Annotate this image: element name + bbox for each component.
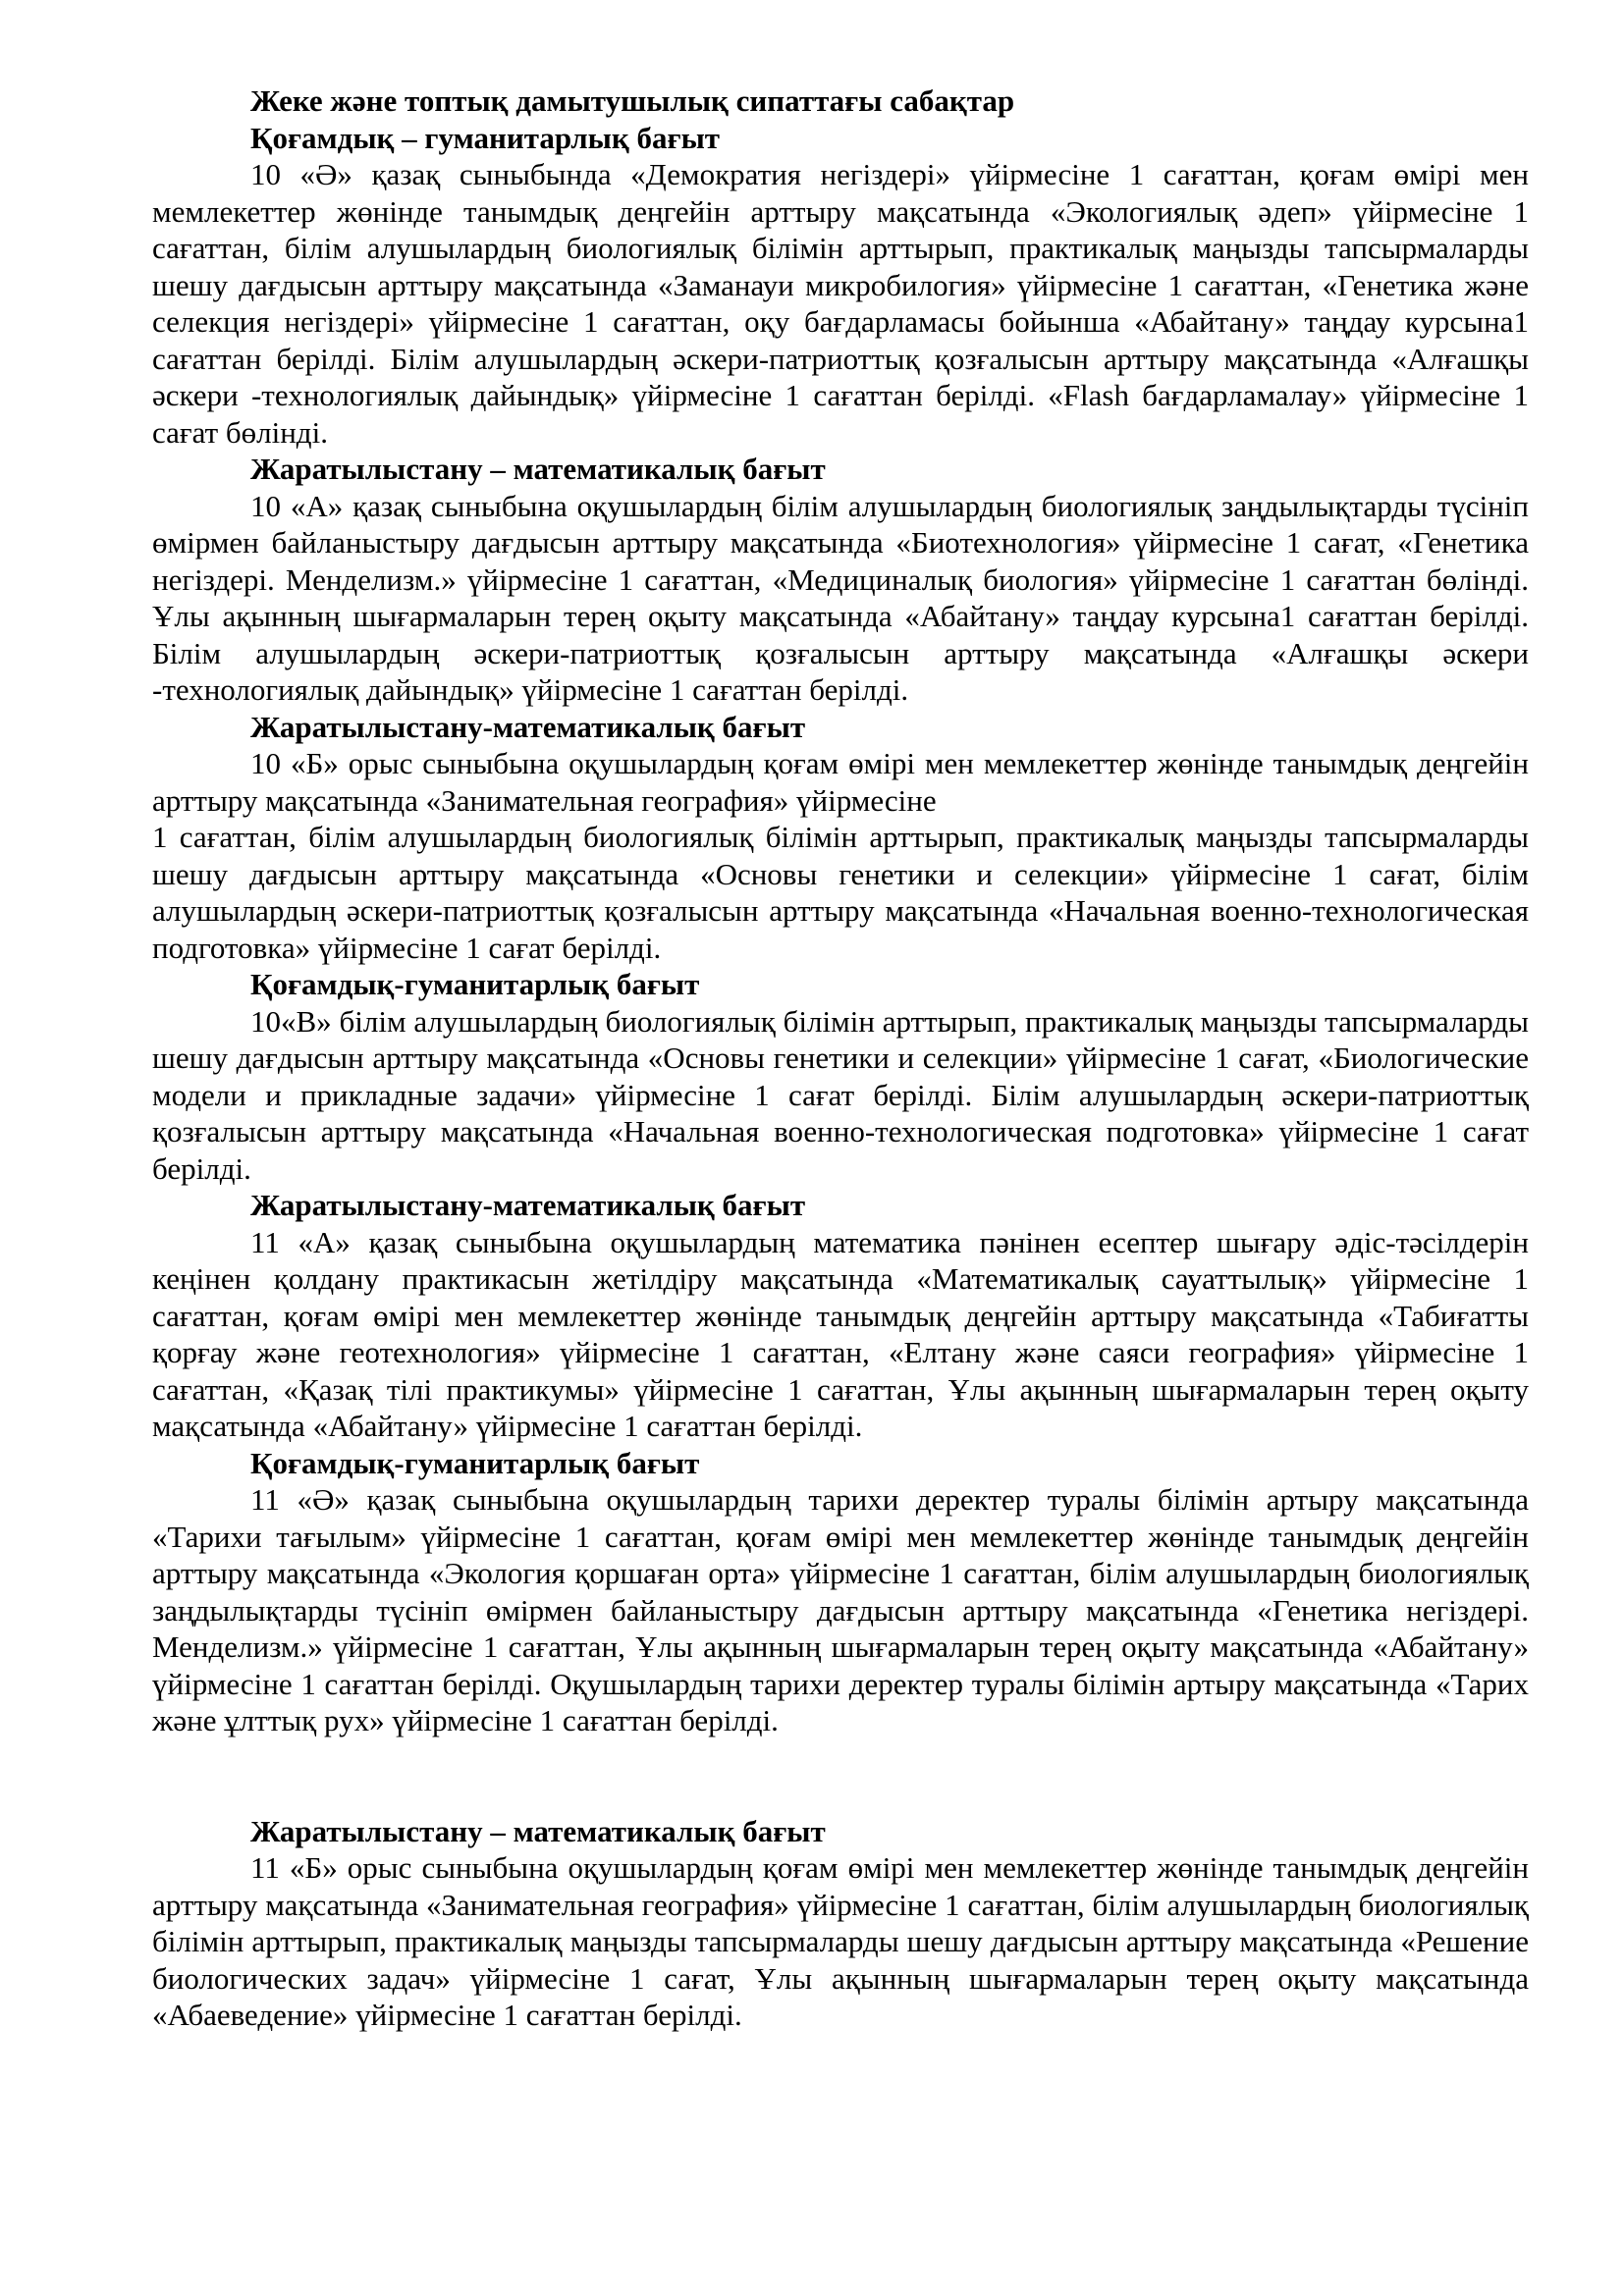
paragraph-class-10-b-rest: 1 сағаттан, білім алушылардың биологиялық білімін арттырып, практикалық маңызды тапсырмаларды шешу дағдысын арттыру мақсатында «Основы генетики и селекции» үйірмесіне 1 сағат, білім алушылардың әскери-патриоттық қозғалысын арттыру мақсатында «Начальная военно-технологическая подготовка» үйірмесіне 1 сағат берілді.	[152, 820, 1529, 965]
paragraph-class-10-v: 10«В» білім алушылардың биологиялық білімін арттырып, практикалық маңызды тапсырмаларды шешу дағдысын арттыру мақсатында «Основы генетики и селекции» үйірмесіне 1 сағат, «Биологические модели и прикладные задачи» үйірмесіне 1 сағат берілді. Білім алушылардың әскери-патриоттық қозғалысын арттыру мақсатында «Начальная военно-технологическая подготовка» үйірмесіне 1 сағат берілді.	[152, 1003, 1529, 1186]
document-body	[152, 82, 1529, 2034]
paragraph-class-11-a2: 11 «Ә» қазақ сыныбына оқушылардың тарихи деректер туралы білімін артыру мақсатында «Тарихи тағылым» үйірмесіне 1 сағаттан, қоғам өмірі мен мемлекеттер жөнінде танымдық деңгейін арттыру мақсатында «Экология қоршаған орта» үйірмесіне 1 сағаттан, білім алушылардың биологиялық заңдылықтарды түсініп өмірмен байланыстыру дағдысын арттыру мақсатында «Генетика негіздері. Менделизм.» үйірмесіне 1 сағаттан, Ұлы ақынның шығармаларын терең оқыту мақсатында «Абайтану» үйірмесіне 1 сағаттан берілді. Оқушылардың тарихи деректер туралы білімін артыру мақсатында «Тарих және ұлттық рух» үйірмесіне 1 сағаттан берілді.	[152, 1482, 1529, 1737]
section-heading-science-math-11b: Жаратылыстану – математикалық бағыт	[250, 1813, 826, 1848]
paragraph-class-10-a: 10 «А» қазақ сыныбына оқушылардың білім алушылардың биологиялық заңдылықтарды түсініп өмірмен байланыстыру дағдысын арттыру мақсатында «Биотехнология» үйірмесіне 1 сағат, «Генетика негіздері. Менделизм.» үйірмесіне 1 сағаттан, «Медициналық биология» үйірмесіне 1 сағаттан бөлінді. Ұлы ақынның шығармаларын терең оқыту мақсатында «Абайтану» таңдау курсына1 сағаттан берілді. Білім алушылардың әскери-патриоттық қозғалысын арттыру мақсатында «Алғашқы әскери -технологиялық дайындық» үйірмесіне 1 сағаттан берілді.	[152, 488, 1529, 707]
paragraph-class-11-a: 11 «А» қазақ сыныбына оқушылардың математика пәнінен есептер шығару әдіс-тәсілдерін кеңінен қолдану практикасын жетілдіру мақсатында «Математикалық сауаттылық» үйірмесіне 1 сағаттан, қоғам өмірі мен мемлекеттер жөнінде танымдық деңгейін арттыру мақсатында «Табиғатты қорғау және геотехнология» үйірмесіне 1 сағаттан, «Елтану және саяси география» үйірмесіне 1 сағаттан, «Қазақ тілі практикумы» үйірмесіне 1 сағаттан, Ұлы ақынның шығармаларын терең оқыту мақсатында «Абайтану» үйірмесіне 1 сағаттан берілді.	[152, 1224, 1529, 1443]
section-heading-science-math-10a: Жаратылыстану – математикалық бағыт	[250, 452, 826, 486]
paragraph-class-10-b	[152, 745, 1529, 966]
section-heading-social-humanitarian-10: Қоғамдық – гуманитарлық бағыт	[250, 120, 721, 155]
document-title: Жеке және топтық дамытушылық сипаттағы сабақтар	[250, 83, 1015, 118]
paragraph-class-10-a2: 10 «Ә» қазақ сыныбында «Демократия негіздері» үйірмесіне 1 сағаттан, қоғам өмірі мен мемлекеттер жөнінде танымдық деңгейін арттыру мақсатында «Экологиялық әдеп» үйірмесіне 1 сағаттан, білім алушылардың биологиялық білімін арттырып, практикалық маңызды тапсырмаларды шешу дағдысын арттыру мақсатында «Заманауи микробилогия» үйірмесіне 1 сағаттан, «Генетика және селекция негіздері» үйірмесіне 1 сағаттан, оқу бағдарламасы бойынша «Абайтану» таңдау курсына1 сағаттан берілді. Білім алушылардың әскери-патриоттық қозғалысын арттыру мақсатында «Алғашқы әскери -технологиялық дайындық» үйірмесіне 1 сағаттан берілді. «Flash бағдарламалау» үйірмесіне 1 сағат бөлінді.	[152, 157, 1529, 450]
paragraph-class-10-b-line1: 10 «Б» орыс сыныбына оқушылардың қоғам өмірі мен мемлекеттер жөнінде танымдық деңгейін арттыру мақсатында «Занимательная география» үйірмесіне	[152, 746, 1529, 818]
paragraph-class-11-b: 11 «Б» орыс сыныбына оқушылардың қоғам өмірі мен мемлекеттер жөнінде танымдық деңгейін арттыру мақсатында «Занимательная география» үйірмесіне 1 сағаттан, білім алушылардың биологиялық білімін арттырып, практикалық маңызды тапсырмаларды шешу дағдысын арттыру мақсатында «Решение биологических задач» үйірмесіне 1 сағат, Ұлы ақынның шығармаларын терең оқыту мақсатында «Абаеведение» үйірмесіне 1 сағаттан берілді.	[152, 1850, 1529, 2032]
section-heading-social-humanitarian-10v: Қоғамдық-гуманитарлық бағыт	[250, 967, 700, 1001]
section-heading-social-humanitarian-11a2: Қоғамдық-гуманитарлық бағыт	[250, 1445, 700, 1480]
section-heading-science-math-10b: Жаратылыстану-математикалық бағыт	[250, 709, 806, 744]
section-heading-science-math-11a: Жаратылыстану-математикалық бағыт	[250, 1188, 806, 1222]
